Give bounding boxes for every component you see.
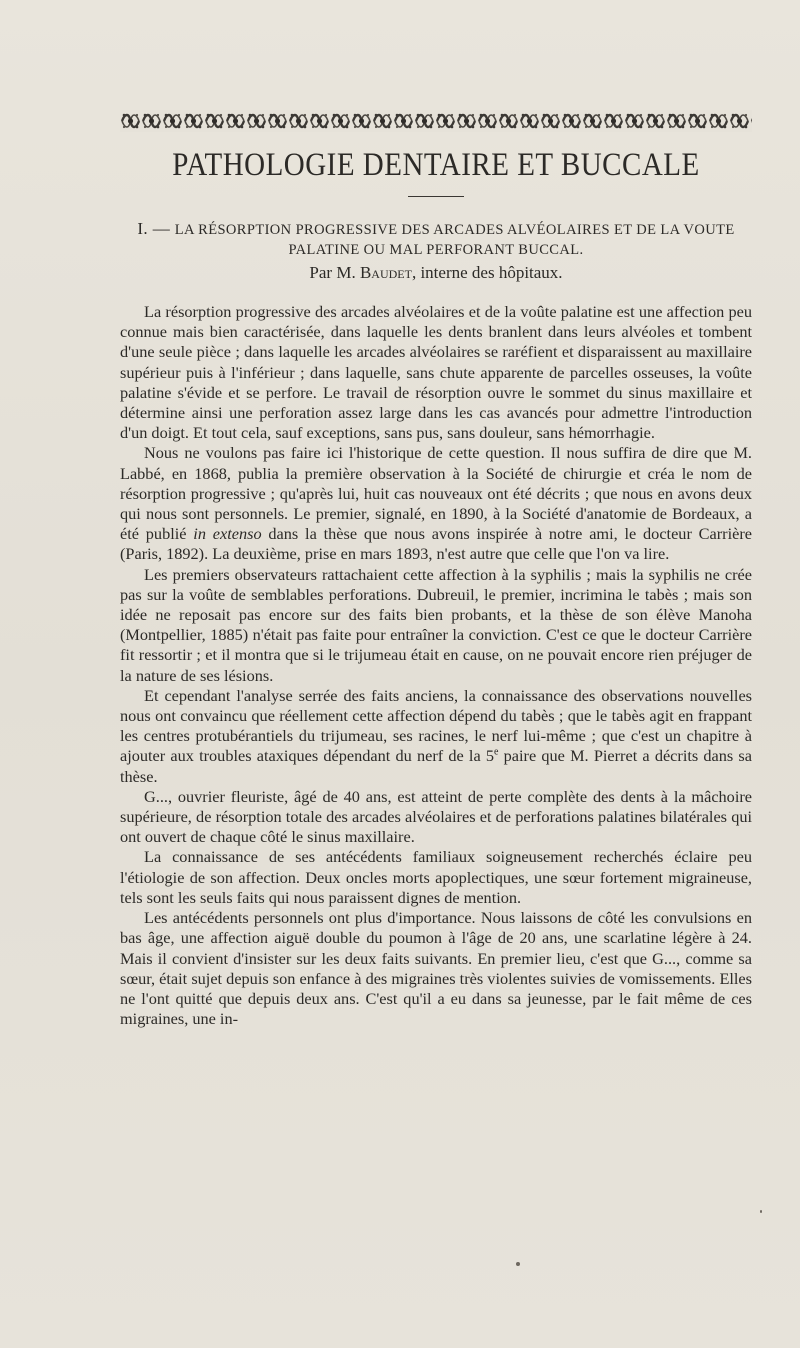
article-body — [120, 302, 752, 1029]
paragraph: La résorption progressive des arcades alvéolaires et de la voûte palatine est une affection peu connue mais bien caractérisée, dans laquelle les dents branlent dans leurs alvéoles et tombent d'une seule pièce ; dans laquelle les arcades alvéolaires se raréfient et disparaissent au maxillaire supérieur puis à l'inférieur ; dans laquelle, sans chute apparente de parcelles osseuses, la voûte palatine s'évide et se perfore. Le travail de résorption ouvre le sommet du sinus maxillaire et détermine ainsi une perforation assez large dans les cas avancés pour admettre l'introduction d'un doigt. Et tout cela, sauf exceptions, sans pus, sans douleur, sans hémorrhagie. — [120, 302, 752, 443]
paragraph: Les antécédents personnels ont plus d'importance. Nous laissons de côté les convulsions en bas âge, une affection aiguë double du poumon à l'âge de 20 ans, une scarlatine légère à 24. Mais il convient d'insister sur les deux faits suivants. En premier lieu, c'est que G..., comme sa sœur, était sujet depuis son enfance à des migraines très violentes suivies de vomissements. Elles ne l'ont quitté que depuis deux ans. C'est qu'il a eu dans sa jeunesse, par le fait même de ces migraines, une in- — [120, 908, 752, 1029]
superscript: e — [494, 747, 499, 759]
paragraph-text: dans la thèse que nous avons inspirée à notre ami, le docteur Carrière (Paris, 1892). La deuxième, prise en mars 1893, n'est autre que celle que l'on va lire. — [120, 524, 753, 564]
paragraph-text: Nous ne voulons pas faire ici l'historique de cette question. Il nous suffira de dire que M. Labbé, en 1868, publia la première observation à la Société de chirurgie et créa le nom de résorption progressive ; qu'après lui, huit cas nouveaux ont été décrits ; que nous en avons deux qui nous sont personnels. Le premier, signalé, en 1890, à la Société d'anatomie de Bordeaux, a été publié — [120, 443, 752, 544]
title-divider — [408, 196, 464, 197]
decorative-ornament-band — [120, 110, 752, 132]
paragraph: La connaissance de ses antécédents familiaux soigneusement recherchés éclaire peu l'étiologie de son affection. Deux oncles morts apoplectiques, une sœur fortement migraineuse, tels sont les seuls faits qui nous paraissent dignes de mention. — [120, 847, 752, 907]
byline-suffix: , interne des hôpitaux. — [411, 263, 563, 282]
section-number: I. — — [137, 219, 175, 238]
paragraph: G..., ouvrier fleuriste, âgé de 40 ans, est atteint de perte complète des dents à la mâchoire supérieure, de résorption totale des arcades alvéolaires et de perforations palatines bilatérales qui ont ouvert de chaque côté le sinus maxillaire. — [120, 786, 752, 847]
section-heading-text: LA RÉSORPTION PROGRESSIVE DES ARCADES ALVÉOLAIRES ET DE LA VOUTE PALATINE OU MAL PERFORANT BUCCAL. — [174, 222, 735, 258]
page-title: PATHOLOGIE DENTAIRE ET BUCCALE — [172, 147, 700, 183]
paragraph — [120, 443, 752, 564]
byline-author: Baudet — [359, 263, 412, 282]
paragraph-text: 5 — [485, 746, 495, 766]
section-heading — [120, 219, 752, 260]
paragraph — [120, 686, 752, 787]
paper-speck — [516, 1262, 520, 1266]
paper-speck — [760, 1210, 762, 1213]
author-byline — [120, 262, 752, 284]
paragraph-text: paire que M. Pierret a décrits dans sa thèse. — [120, 746, 752, 786]
byline-prefix: Par M. — [309, 263, 360, 282]
italic-phrase: in extenso — [193, 524, 262, 544]
paragraph-text: Et cependant l'analyse serrée des faits anciens, la connaissance des observations nouvelles nous ont convaincu que réellement cette affection dépend du tabès ; que le tabès agit en frappant les centres protubérantiels du trijumeau, ses racines, le nerf lui-même ; que c'est un chapitre à ajouter aux troubles ataxiques dépendant du nerf de la — [120, 685, 752, 766]
paragraph: Les premiers observateurs rattachaient cette affection à la syphilis ; mais la syphilis ne crée pas sur la voûte de semblables perforations. Dubreuil, le premier, incrimina le tabès ; mais son idée ne reposait pas encore sur des faits bien probants, et la thèse de son élève Manoha (Montpellier, 1885) n'était pas faite pour entraîner la conviction. C'est ce que le docteur Carrière fit ressortir ; et il montra que si le trijumeau était en cause, on ne pouvait encore rien préjuger de la nature de ses lésions. — [120, 564, 752, 685]
